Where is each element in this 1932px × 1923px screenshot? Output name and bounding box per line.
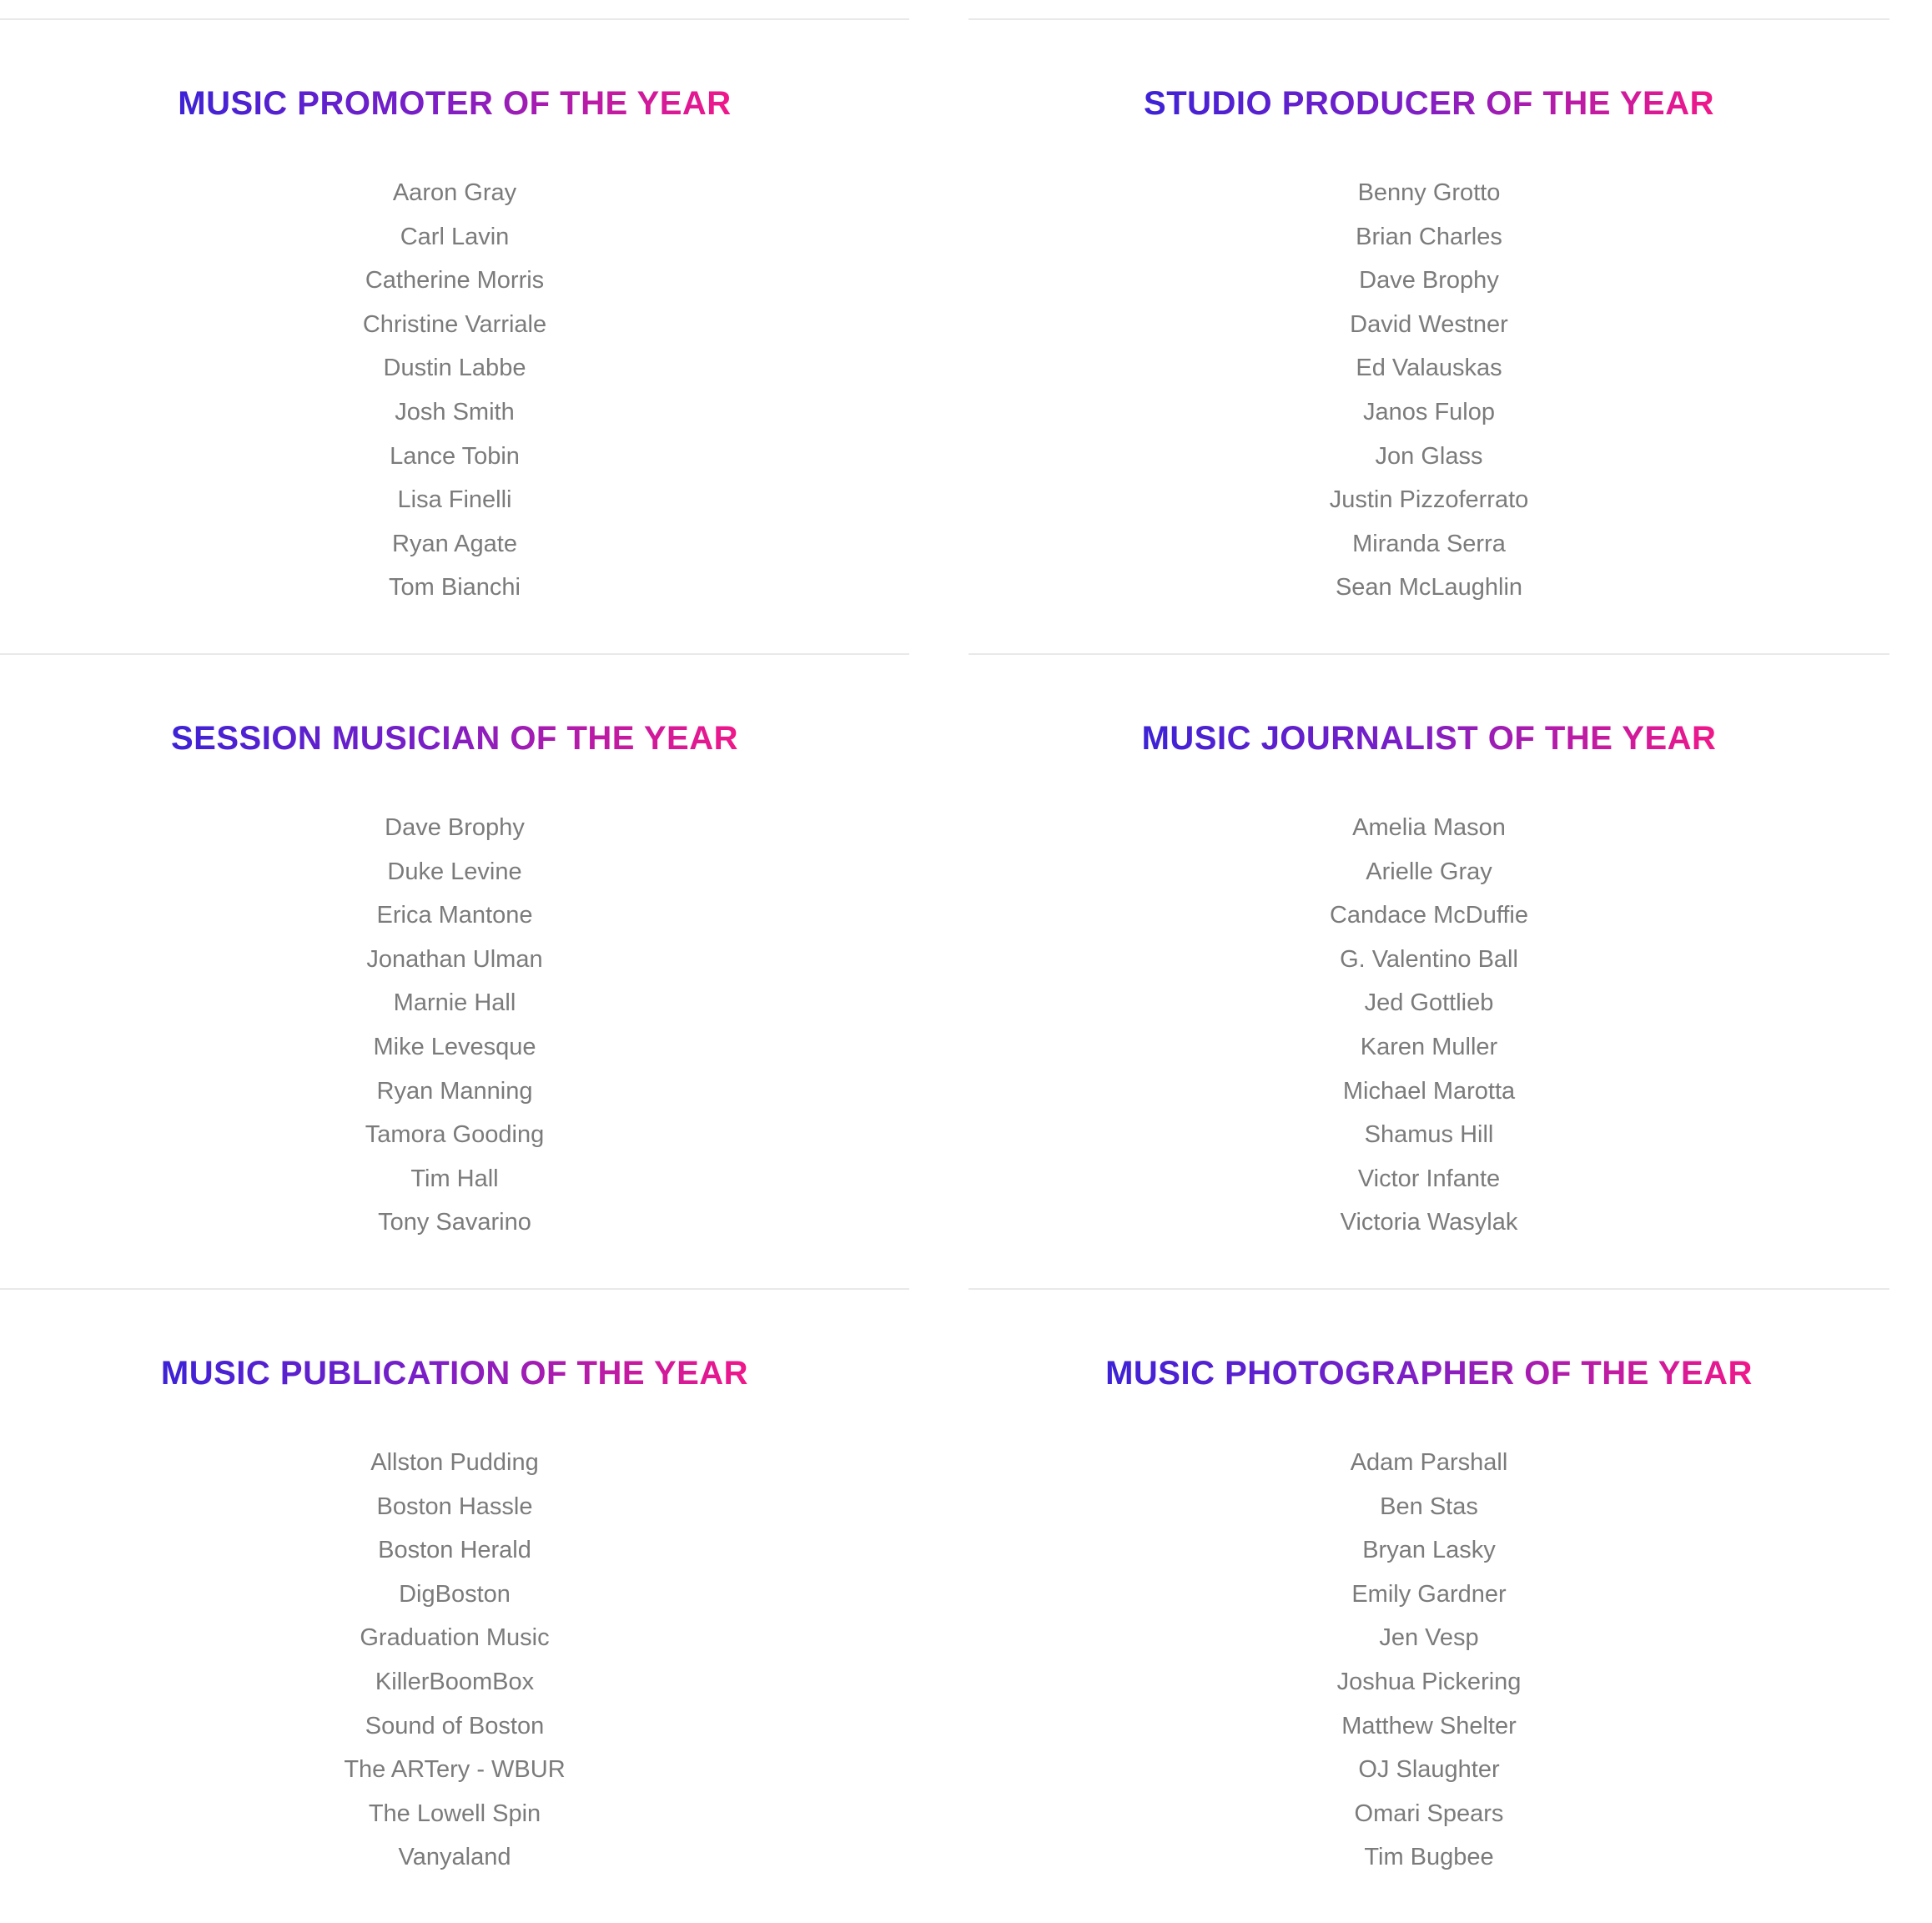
nominee: The Lowell Spin — [368, 1800, 541, 1827]
nominee: Aaron Gray — [392, 179, 517, 206]
nominee: Graduation Music — [360, 1624, 550, 1652]
nominee: Brian Charles — [1356, 223, 1502, 250]
nominee: Matthew Shelter — [1341, 1712, 1517, 1739]
nominee: Omari Spears — [1354, 1800, 1504, 1827]
nominee: Sound of Boston — [365, 1712, 545, 1739]
category-title-text: SESSION MUSICIAN OF THE YEAR — [170, 720, 738, 757]
category-title — [969, 713, 1889, 763]
nominee: Sean McLaughlin — [1335, 574, 1523, 602]
category-title — [969, 1348, 1889, 1398]
category-title-text: MUSIC PROMOTER OF THE YEAR — [178, 85, 732, 122]
nominee: Benny Grotto — [1357, 179, 1501, 206]
nominee: Dustin Labbe — [383, 355, 526, 382]
nominee: Mike Levesque — [373, 1033, 536, 1060]
nominee: Jen Vesp — [1379, 1624, 1479, 1652]
nominee: Janos Fulop — [1363, 398, 1495, 425]
nominee: Jonathan Ulman — [366, 945, 543, 973]
category-title-text: MUSIC PUBLICATION OF THE YEAR — [160, 1355, 749, 1392]
category-music-publication — [0, 1288, 909, 1923]
nominee: Amelia Mason — [1352, 814, 1506, 841]
nominee: Michael Marotta — [1342, 1077, 1516, 1105]
nominee: Boston Hassle — [376, 1493, 533, 1520]
nominee: DigBoston — [399, 1580, 511, 1608]
nominee: KillerBoomBox — [375, 1668, 535, 1695]
nominee-list — [969, 1441, 1889, 1880]
nominee: Josh Smith — [395, 398, 515, 425]
category-title-text: MUSIC JOURNALIST OF THE YEAR — [1141, 720, 1717, 757]
nominee: Ed Valauskas — [1356, 355, 1502, 382]
category-title-text: STUDIO PRODUCER OF THE YEAR — [1144, 85, 1714, 122]
nominee: Jon Glass — [1375, 442, 1483, 470]
nominee: Boston Herald — [378, 1537, 531, 1564]
nominee: Tamora Gooding — [365, 1121, 545, 1149]
nominee: Lance Tobin — [390, 442, 520, 470]
category-title — [0, 1348, 909, 1398]
nominee: Dave Brophy — [1359, 267, 1499, 294]
nominee-list — [969, 806, 1889, 1245]
nominee-list — [969, 171, 1889, 610]
nominee: G. Valentino Ball — [1340, 945, 1518, 973]
nominee: Victor Infante — [1357, 1165, 1501, 1192]
category-session-musician — [0, 653, 909, 1288]
nominee: OJ Slaughter — [1358, 1756, 1500, 1784]
nominee: Carl Lavin — [400, 223, 510, 250]
nominee: Ryan Agate — [392, 530, 517, 557]
nominee: Tom Bianchi — [389, 574, 521, 602]
nominee: Joshua Pickering — [1336, 1668, 1522, 1695]
nominee: David Westner — [1350, 310, 1508, 338]
nominee: Justin Pizzoferrato — [1329, 486, 1529, 514]
category-music-journalist — [969, 653, 1889, 1288]
nominee: Duke Levine — [387, 858, 522, 885]
nominee: Jed Gottlieb — [1364, 989, 1494, 1017]
category-title-text: MUSIC PHOTOGRAPHER OF THE YEAR — [1105, 1355, 1753, 1392]
category-title — [0, 713, 909, 763]
nominee: Lisa Finelli — [397, 486, 512, 514]
nominee: Arielle Gray — [1366, 858, 1492, 885]
nominee: Candace McDuffie — [1329, 902, 1529, 929]
category-title — [969, 78, 1889, 128]
category-music-promoter — [0, 18, 909, 653]
nominee: Christine Varriale — [362, 310, 547, 338]
nominee-list — [0, 1441, 909, 1880]
nominee: Ben Stas — [1380, 1493, 1478, 1520]
nominee-list — [0, 806, 909, 1245]
nominee: Bryan Lasky — [1362, 1537, 1496, 1564]
nominee: Dave Brophy — [385, 814, 525, 841]
nominee: Emily Gardner — [1351, 1580, 1507, 1608]
nominee-list — [0, 171, 909, 610]
nominee: Karen Muller — [1360, 1033, 1498, 1060]
nominee: Catherine Morris — [365, 267, 545, 294]
nominee: Shamus Hill — [1364, 1121, 1494, 1149]
nominee: The ARTery - WBUR — [344, 1756, 566, 1784]
nominee: Ryan Manning — [376, 1077, 533, 1105]
nominee: Miranda Serra — [1352, 530, 1506, 557]
nominee: Allston Pudding — [370, 1449, 539, 1476]
nominee: Tim Bugbee — [1364, 1844, 1494, 1871]
nominee: Vanyaland — [398, 1844, 511, 1871]
nominee: Victoria Wasylak — [1340, 1209, 1518, 1236]
category-studio-producer — [969, 18, 1889, 653]
nominee: Tim Hall — [410, 1165, 499, 1192]
category-title — [0, 78, 909, 128]
nominee: Marnie Hall — [393, 989, 516, 1017]
nominee: Tony Savarino — [378, 1209, 531, 1236]
nominee: Adam Parshall — [1350, 1449, 1508, 1476]
category-music-photographer — [969, 1288, 1889, 1923]
nominee: Erica Mantone — [376, 902, 533, 929]
